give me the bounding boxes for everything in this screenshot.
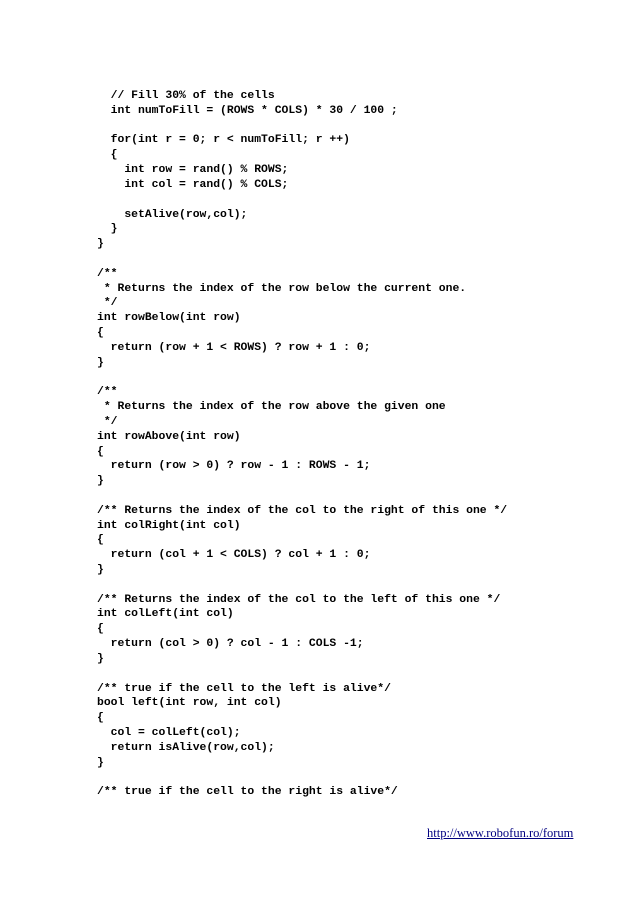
code-line: /** (97, 267, 118, 280)
code-line (97, 667, 507, 682)
code-line: { (97, 149, 118, 162)
code-line (97, 252, 507, 267)
footer-forum-link[interactable]: http://www.robofun.ro/forum (427, 826, 574, 840)
code-line: int col = rand() % COLS; (97, 178, 289, 191)
code-line: int rowAbove(int row) (97, 430, 241, 443)
code-line: col = colLeft(col); (97, 726, 241, 739)
code-line: int row = rand() % ROWS; (97, 164, 289, 177)
code-line: } (97, 238, 104, 251)
code-line (97, 489, 507, 504)
code-line: int colLeft(int col) (97, 608, 234, 621)
code-line: return (col > 0) ? col - 1 : COLS -1; (97, 638, 364, 651)
code-line: setAlive(row,col); (97, 208, 248, 221)
code-line: { (97, 327, 104, 339)
code-line (97, 193, 507, 208)
code-line: } (97, 356, 104, 369)
code-line: return isAlive(row,col); (97, 741, 275, 754)
code-line (97, 578, 507, 593)
code-line: { (97, 534, 104, 547)
code-line: } (97, 564, 104, 576)
code-line: bool left(int row, int col) (97, 697, 282, 710)
code-line: { (97, 712, 104, 725)
code-line: int numToFill = (ROWS * COLS) * 30 / 100 ; (97, 104, 398, 117)
code-line: } (97, 223, 118, 236)
code-line: return (row + 1 < ROWS) ? row + 1 : 0; (97, 341, 371, 354)
code-line: } (97, 756, 104, 769)
code-line: /** Returns the index of the col to the left of this one */ (97, 593, 501, 606)
code-line: for(int r = 0; r < numToFill; r ++) (97, 134, 350, 147)
code-line (97, 370, 507, 385)
code-listing (97, 89, 507, 800)
code-line: /** Returns the index of the col to the right of this one */ (97, 504, 508, 517)
code-line: * Returns the index of the row above the given one (97, 401, 446, 414)
code-line: /** true if the cell to the left is alive*/ (97, 682, 391, 695)
code-line: } (97, 652, 104, 665)
code-line: return (row > 0) ? row - 1 : ROWS - 1; (97, 460, 371, 473)
code-line: // Fill 30% of the cells (97, 90, 275, 102)
code-line: int rowBelow(int row) (97, 312, 241, 325)
code-line: */ (97, 415, 118, 428)
code-line: * Returns the index of the row below the current one. (97, 282, 467, 295)
code-line (97, 770, 507, 785)
code-line (97, 119, 507, 134)
code-line: } (97, 475, 104, 488)
code-line: { (97, 445, 104, 458)
code-line: return (col + 1 < COLS) ? col + 1 : 0; (97, 549, 371, 562)
code-line: int colRight(int col) (97, 519, 241, 532)
code-line: /** (97, 386, 118, 399)
code-line: /** true if the cell to the right is alive*/ (97, 786, 398, 799)
code-line: { (97, 623, 104, 636)
code-line: */ (97, 297, 118, 310)
